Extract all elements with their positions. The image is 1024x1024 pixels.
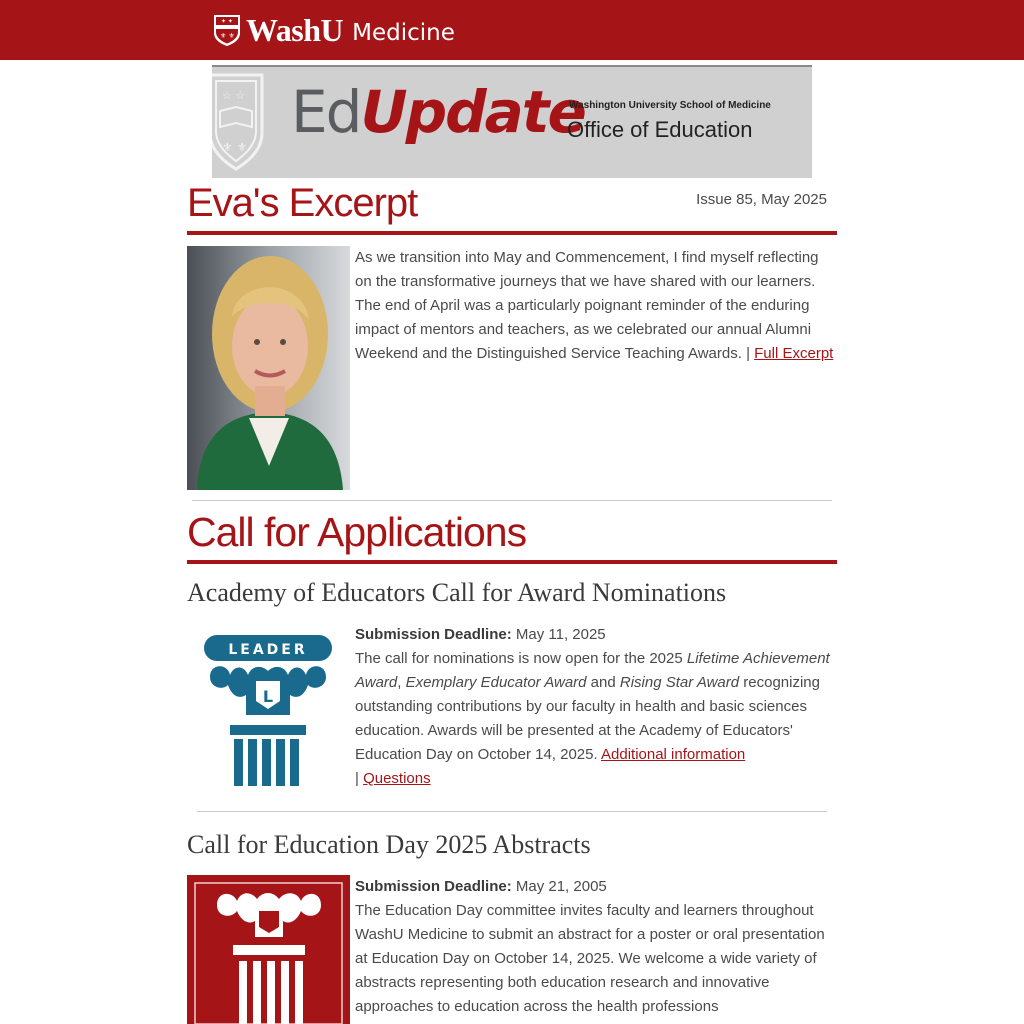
applications-heading: Call for Applications [187, 509, 527, 555]
divider [192, 500, 832, 501]
crest-icon [212, 13, 242, 47]
award-lifetime: Lifetime Achievement Award [355, 650, 830, 691]
deadline-label: Submission Deadline: [355, 878, 512, 895]
svg-text:☆ ☆: ☆ ☆ [222, 89, 246, 102]
badge-letter: L [262, 687, 274, 706]
excerpt-heading: Eva's Excerpt [187, 181, 418, 225]
brand-main: WashU [246, 11, 344, 48]
body-text: The Education Day committee invites faculty and learners throughout WashU Medicine to submit an abstract for a poster or oral presentation at Education Day on October 14, 2025. We welcome a wide variety of abstracts representing both education research and innovative approaches to education across the health professions [355, 902, 825, 1015]
shield-icon [212, 71, 266, 171]
award-rising-star: Rising Star Award [619, 674, 740, 691]
body-text: The call for nominations is now open for the 2025 [355, 650, 687, 667]
divider [197, 811, 827, 812]
excerpt-text: As we transition into May and Commencement, I find myself reflecting on the transformative journeys that we have shared with our learners. The end of April was a particularly poignant reminder of the enduring impact of mentors and teachers, as we celebrated our annual Alumni Weekend and the Distinguished Service Teaching Awards. | [355, 249, 819, 362]
title-update: Update [360, 78, 585, 146]
full-excerpt-link[interactable]: Full Excerpt [754, 345, 834, 362]
issue-label: Issue 85, May 2025 [696, 191, 827, 208]
portrait-photo [187, 246, 350, 490]
body-text: recognizing outstanding contributions by our faculty in health and basic sciences education. Awards will be presented at the Academy of Educators' Education Day on October 14, 2025. [355, 674, 820, 763]
org-line: Washington University School of Medicine [569, 100, 771, 111]
svg-text:⚜ ⚜: ⚜ ⚜ [220, 32, 235, 40]
edupdate-banner [212, 65, 812, 178]
washu-medicine-logo[interactable] [212, 12, 455, 48]
deadline-date: May 11, 2025 [511, 626, 606, 643]
title-ed: Ed [291, 78, 361, 146]
deadline-date: May 21, 2005 [511, 878, 607, 895]
deadline-label: Submission Deadline: [355, 626, 512, 643]
badge-text: LEADER [228, 642, 308, 658]
excerpt-body [355, 246, 835, 366]
office-name: Office of Education [567, 117, 753, 142]
section-rule [187, 560, 837, 564]
award-nominations-body [355, 623, 837, 791]
separator: , [397, 674, 406, 691]
svg-text:✦ ✦: ✦ ✦ [221, 18, 233, 25]
edupdate-title [291, 78, 585, 146]
education-day-column-icon [187, 875, 350, 1024]
additional-information-link[interactable]: Additional information [601, 746, 746, 763]
questions-link[interactable]: Questions [363, 770, 431, 787]
separator: and [586, 674, 620, 691]
education-day-body [355, 875, 837, 1019]
site-header [0, 0, 1024, 60]
brand-sub: Medicine [352, 19, 455, 46]
award-nominations-title: Academy of Educators Call for Award Nominations [187, 578, 727, 607]
award-exemplary: Exemplary Educator Award [405, 674, 587, 691]
leader-column-icon [204, 635, 332, 787]
education-day-title: Call for Education Day 2025 Abstracts [187, 830, 591, 859]
svg-text:⚜ ⚜: ⚜ ⚜ [222, 140, 248, 154]
section-rule [187, 231, 837, 235]
link-separator: | [355, 770, 364, 787]
